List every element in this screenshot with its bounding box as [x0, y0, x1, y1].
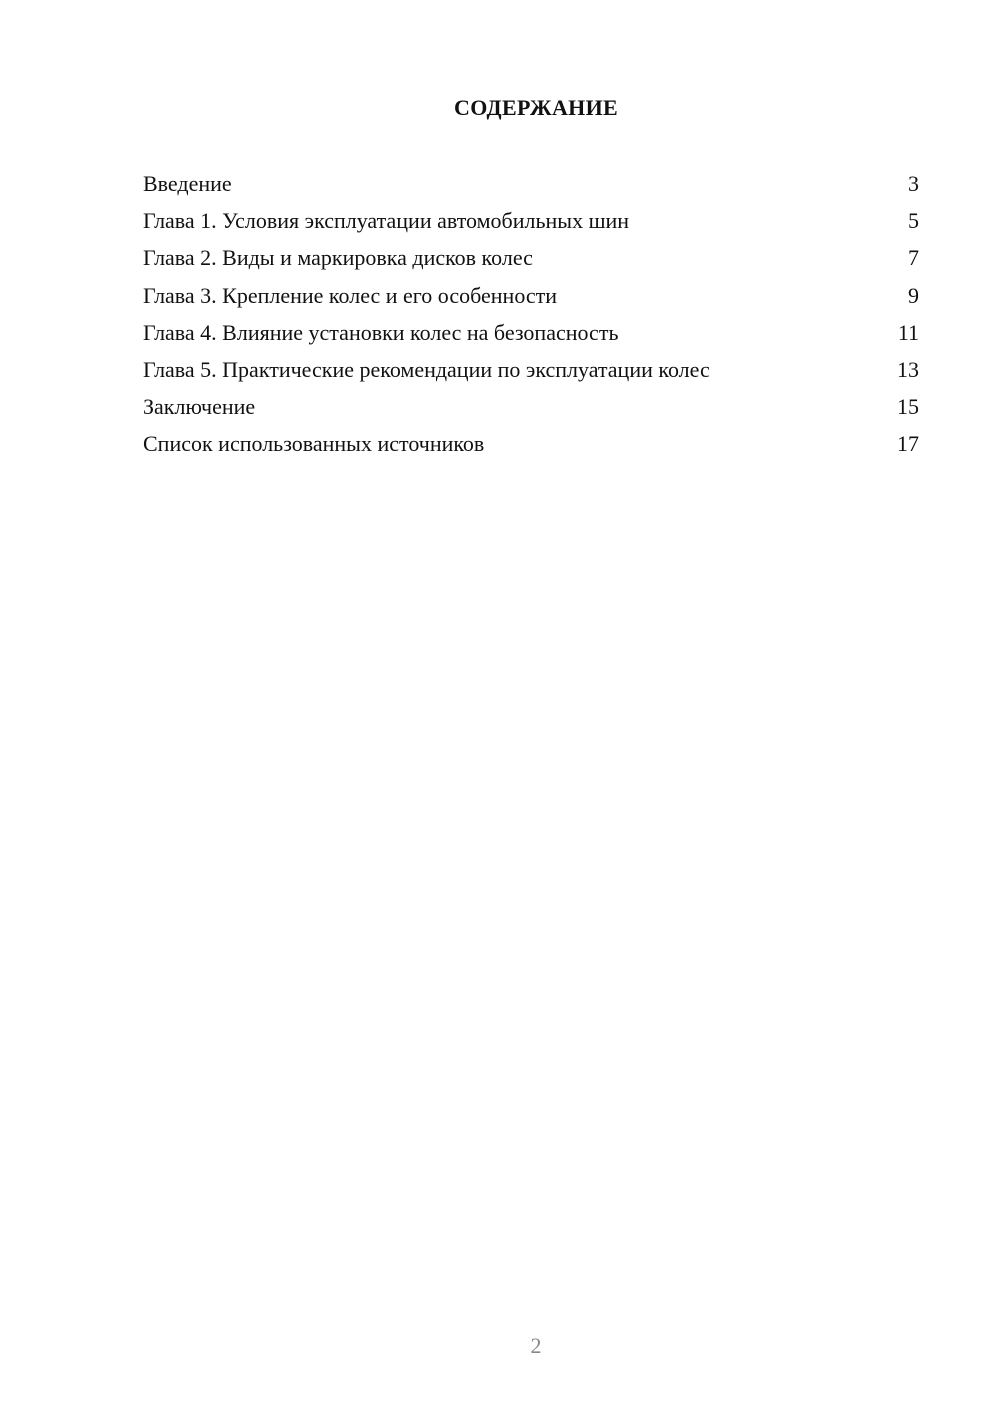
toc-entry [143, 207, 919, 244]
toc-entry [143, 356, 919, 393]
toc-entry-page: 9 [908, 282, 919, 308]
toc-entry-page: 7 [908, 245, 919, 271]
toc-entry [143, 393, 919, 430]
toc-entry [143, 170, 919, 207]
toc-entry-label: Глава 2. Виды и маркировка дисков колес [143, 245, 533, 271]
toc-entry [143, 319, 919, 356]
toc-entry-label: Глава 4. Влияние установки колес на безопасность [143, 319, 619, 345]
toc-entry-page: 17 [897, 431, 919, 457]
table-of-contents [143, 170, 919, 468]
toc-entry-page: 3 [908, 171, 919, 196]
toc-entry-page: 13 [897, 356, 919, 382]
toc-entry [143, 282, 919, 319]
toc-entry-page: 5 [908, 208, 919, 234]
toc-entry-label: Глава 1. Условия эксплуатации автомобильных шин [143, 208, 630, 234]
page-title: СОДЕРЖАНИЕ [454, 95, 618, 120]
toc-entry-page: 15 [897, 394, 919, 420]
toc-entry-label: Глава 3. Крепление колес и его особенности [143, 282, 558, 308]
toc-entry-page: 11 [897, 319, 919, 345]
toc-entry-label: Глава 5. Практические рекомендации по эксплуатации колес [143, 356, 710, 382]
toc-entry [143, 244, 919, 281]
toc-entry-label: Заключение [143, 394, 256, 420]
toc-entry-label: Введение [143, 171, 232, 196]
page-number: 2 [530, 1333, 542, 1358]
toc-entry [143, 430, 919, 467]
toc-entry-label: Список использованных источников [143, 431, 485, 457]
